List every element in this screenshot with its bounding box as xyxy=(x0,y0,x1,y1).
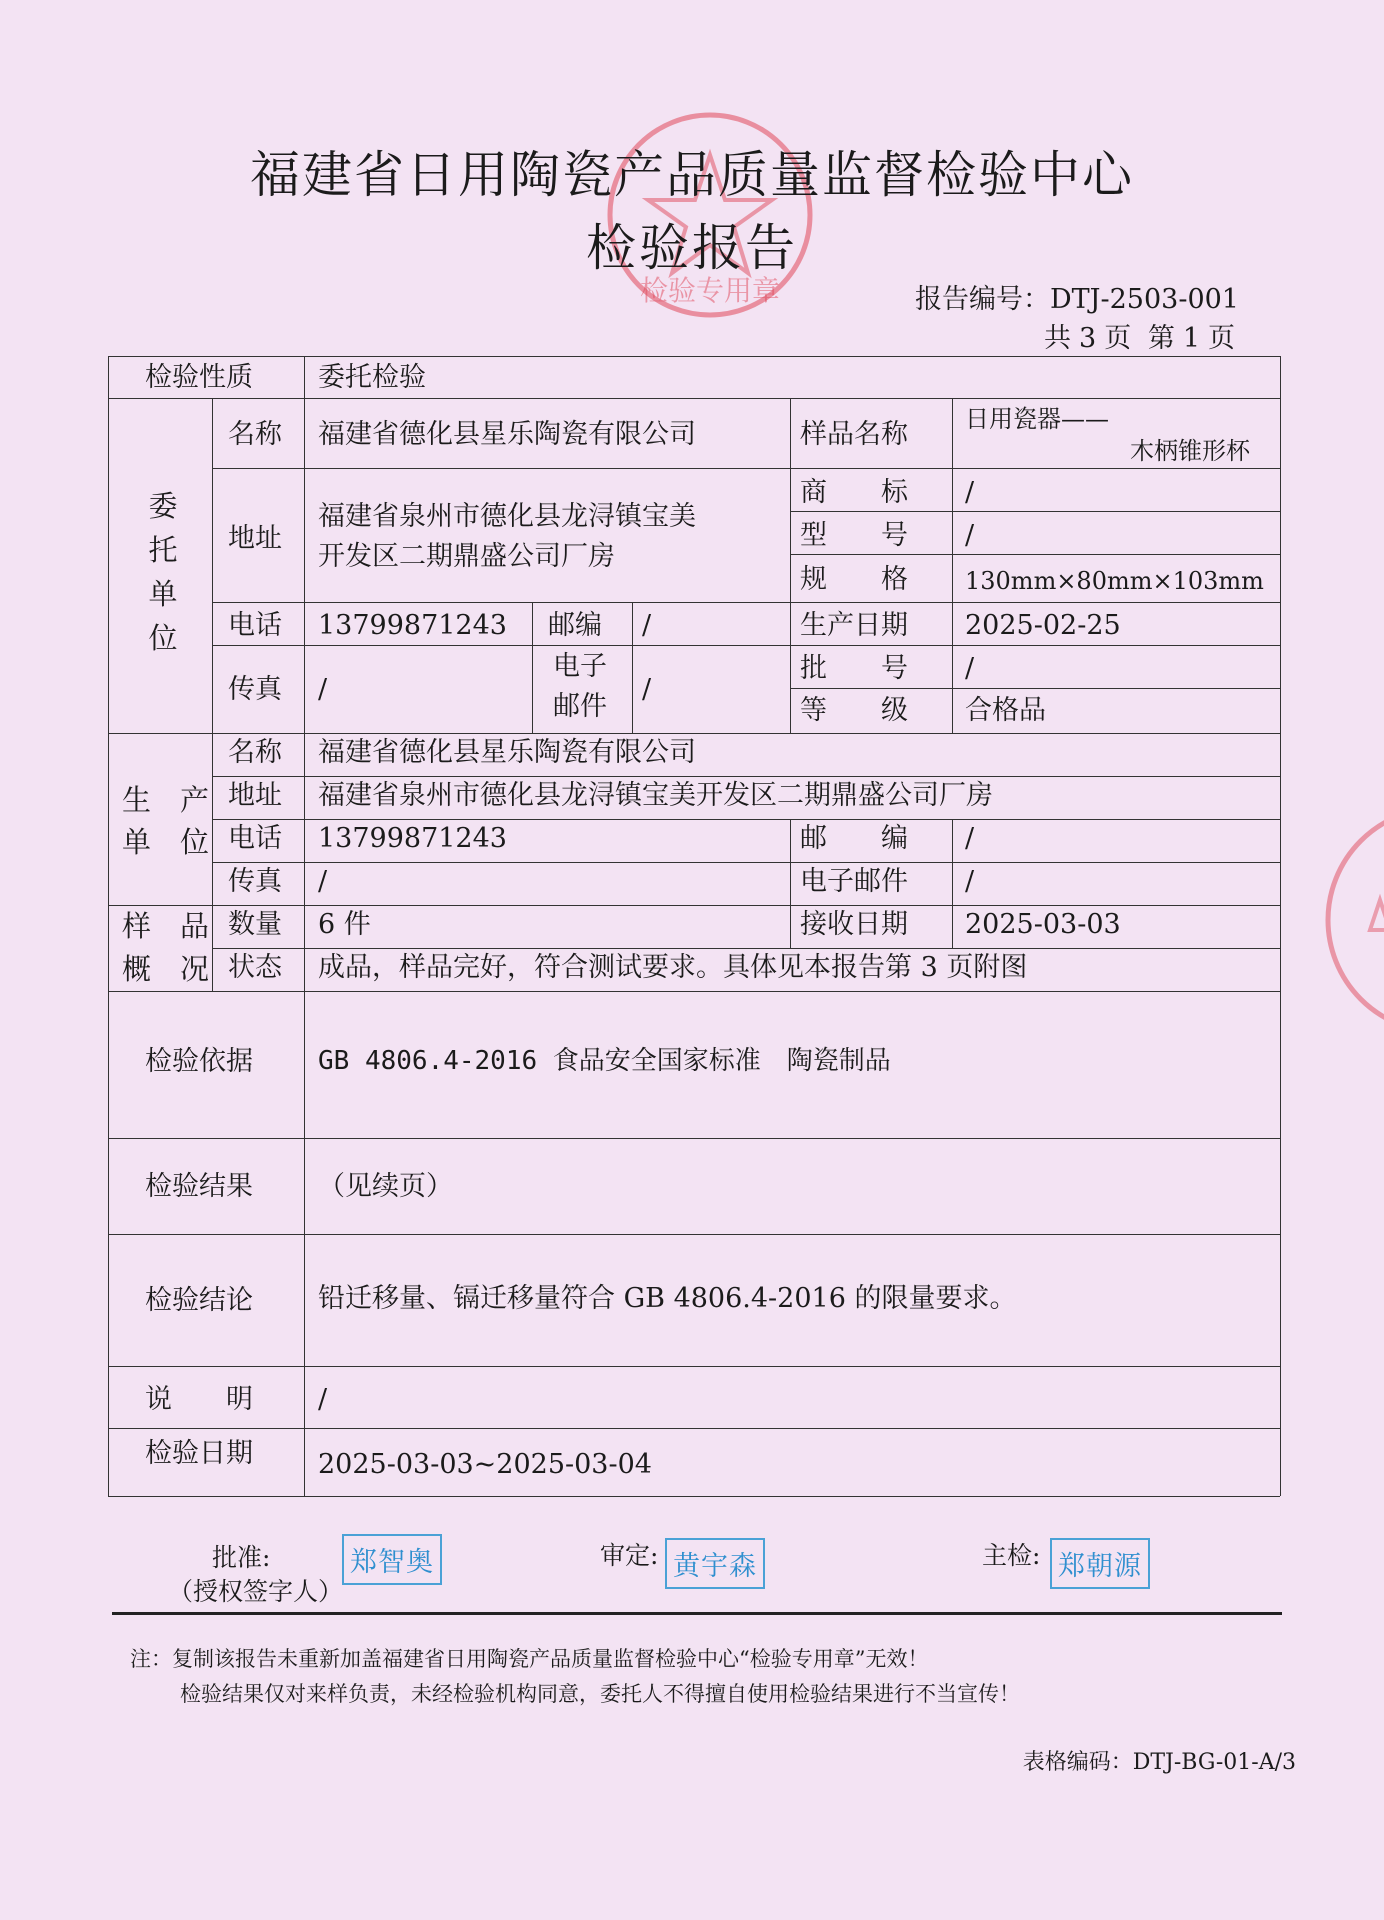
form-number xyxy=(1023,1745,1296,1776)
client-email-label-2: 邮件 xyxy=(553,691,607,722)
overview-group-label-1: 样 品 xyxy=(122,909,210,943)
page-label: 第 xyxy=(1147,323,1175,354)
producer-address-label: 地址 xyxy=(228,780,282,811)
inspect-label: 主检: xyxy=(982,1541,1041,1570)
nature-label: 检验性质 xyxy=(145,362,253,393)
recv-date-label: 接收日期 xyxy=(800,909,908,940)
client-postcode: / xyxy=(642,610,652,641)
qty-label: 数量 xyxy=(228,909,282,940)
client-phone: 13799871243 xyxy=(318,610,507,641)
sample-name-line2: 木柄锥形杯 xyxy=(1130,437,1250,465)
state-label: 状态 xyxy=(228,952,282,983)
grade: 合格品 xyxy=(965,695,1046,726)
approve-label: 批准: xyxy=(212,1543,271,1572)
client-name: 福建省德化县星乐陶瓷有限公司 xyxy=(318,419,696,450)
report-number xyxy=(915,277,1239,316)
grade-label: 等 级 xyxy=(800,695,908,726)
approve-sub-label: （授权签字人） xyxy=(168,1577,344,1606)
client-fax-label: 传真 xyxy=(228,674,282,705)
overview-group-label-2: 概 况 xyxy=(122,952,210,986)
basis: GB 4806.4-2016 食品安全国家标准 陶瓷制品 xyxy=(318,1046,891,1076)
conclusion: 铅迁移量、镉迁移量符合 GB 4806.4-2016 的限量要求。 xyxy=(318,1283,1017,1314)
client-address-line2: 开发区二期鼎盛公司厂房 xyxy=(318,541,615,572)
producer-postcode-label: 邮 编 xyxy=(800,823,908,854)
divider xyxy=(112,1612,1282,1615)
report-number-value: DTJ-2503-001 xyxy=(1050,284,1239,315)
client-address-line1: 福建省泉州市德化县龙浔镇宝美 xyxy=(318,501,696,532)
basis-label: 检验依据 xyxy=(145,1046,253,1077)
pages-total-label: 共 xyxy=(1044,323,1072,354)
sample-model-label: 型 号 xyxy=(800,520,908,551)
date: 2025-03-03~2025-03-04 xyxy=(318,1449,652,1480)
svg-text:检验专用章: 检验专用章 xyxy=(639,274,781,307)
sample-model: / xyxy=(965,520,975,551)
doc-title: 检验报告 xyxy=(586,219,798,277)
result-label: 检验结果 xyxy=(145,1171,253,1202)
approve-name-stamp: 郑智奥 xyxy=(342,1534,442,1585)
review-name-stamp: 黄宇森 xyxy=(665,1538,765,1589)
sample-brand: / xyxy=(965,477,975,508)
note-line-2: 检验结果仅对来样负责，未经检验机构同意，委托人不得擅自使用检验结果进行不当宣传！ xyxy=(180,1682,1020,1706)
sample-name-line1: 日用瓷器—— xyxy=(965,405,1109,433)
conclusion-label: 检验结论 xyxy=(145,1285,253,1316)
form-number-label: 表格编码： xyxy=(1022,1750,1133,1775)
prod-date-label: 生产日期 xyxy=(800,610,908,641)
page-current: 1 xyxy=(1182,323,1200,354)
client-group-label: 委 托 单 位 xyxy=(148,489,178,655)
review-label: 审定: xyxy=(600,1541,659,1570)
page-unit: 页 xyxy=(1208,323,1235,354)
recv-date: 2025-03-03 xyxy=(965,909,1121,940)
result: （见续页） xyxy=(318,1171,453,1202)
sample-brand-label: 商 标 xyxy=(800,477,908,508)
client-postcode-label: 邮编 xyxy=(548,610,602,641)
producer-fax-label: 传真 xyxy=(228,866,282,897)
producer-name: 福建省德化县星乐陶瓷有限公司 xyxy=(318,737,696,768)
producer-group-label-1: 生 产 xyxy=(122,783,210,817)
org-title: 福建省日用陶瓷产品质量监督检验中心 xyxy=(250,146,1134,204)
client-phone-label: 电话 xyxy=(228,610,282,641)
page-counter xyxy=(1040,316,1239,355)
sample-spec: 130mm×80mm×103mm xyxy=(965,567,1264,595)
producer-email-label: 电子邮件 xyxy=(800,866,908,897)
remark-label: 说 明 xyxy=(145,1384,253,1415)
prod-date: 2025-02-25 xyxy=(965,610,1121,641)
producer-email: / xyxy=(965,866,975,897)
producer-address: 福建省泉州市德化县龙浔镇宝美开发区二期鼎盛公司厂房 xyxy=(318,780,993,811)
remark: / xyxy=(318,1384,328,1415)
sample-name-label: 样品名称 xyxy=(800,419,908,450)
producer-postcode: / xyxy=(965,823,975,854)
batch-label: 批 号 xyxy=(800,653,908,684)
pages-unit: 页 xyxy=(1104,323,1132,354)
producer-phone: 13799871243 xyxy=(318,823,507,854)
client-email-label-1: 电子 xyxy=(553,651,607,682)
nature-value: 委托检验 xyxy=(318,362,426,393)
report-number-label: 报告编号： xyxy=(915,284,1051,315)
client-fax: / xyxy=(318,674,328,705)
note-line-1: 注：复制该报告未重新加盖福建省日用陶瓷产品质量监督检验中心“检验专用章”无效！ xyxy=(130,1647,929,1671)
form-number-value: DTJ-BG-01-A/3 xyxy=(1132,1750,1296,1775)
date-label: 检验日期 xyxy=(145,1438,253,1469)
producer-phone-label: 电话 xyxy=(228,823,282,854)
qty: 6 件 xyxy=(318,909,371,940)
client-name-label: 名称 xyxy=(228,419,282,450)
pages-total: 3 xyxy=(1079,323,1097,354)
sample-spec-label: 规 格 xyxy=(800,564,908,595)
edge-seal-stamp xyxy=(1310,790,1384,1050)
state: 成品，样品完好，符合测试要求。具体见本报告第 3 页附图 xyxy=(318,952,1028,983)
client-address-label: 地址 xyxy=(228,523,282,554)
inspect-name-stamp: 郑朝源 xyxy=(1050,1538,1150,1589)
client-email: / xyxy=(642,674,652,705)
producer-group-label-2: 单 位 xyxy=(122,825,210,859)
batch: / xyxy=(965,653,975,684)
producer-name-label: 名称 xyxy=(228,737,282,768)
producer-fax: / xyxy=(318,866,328,897)
